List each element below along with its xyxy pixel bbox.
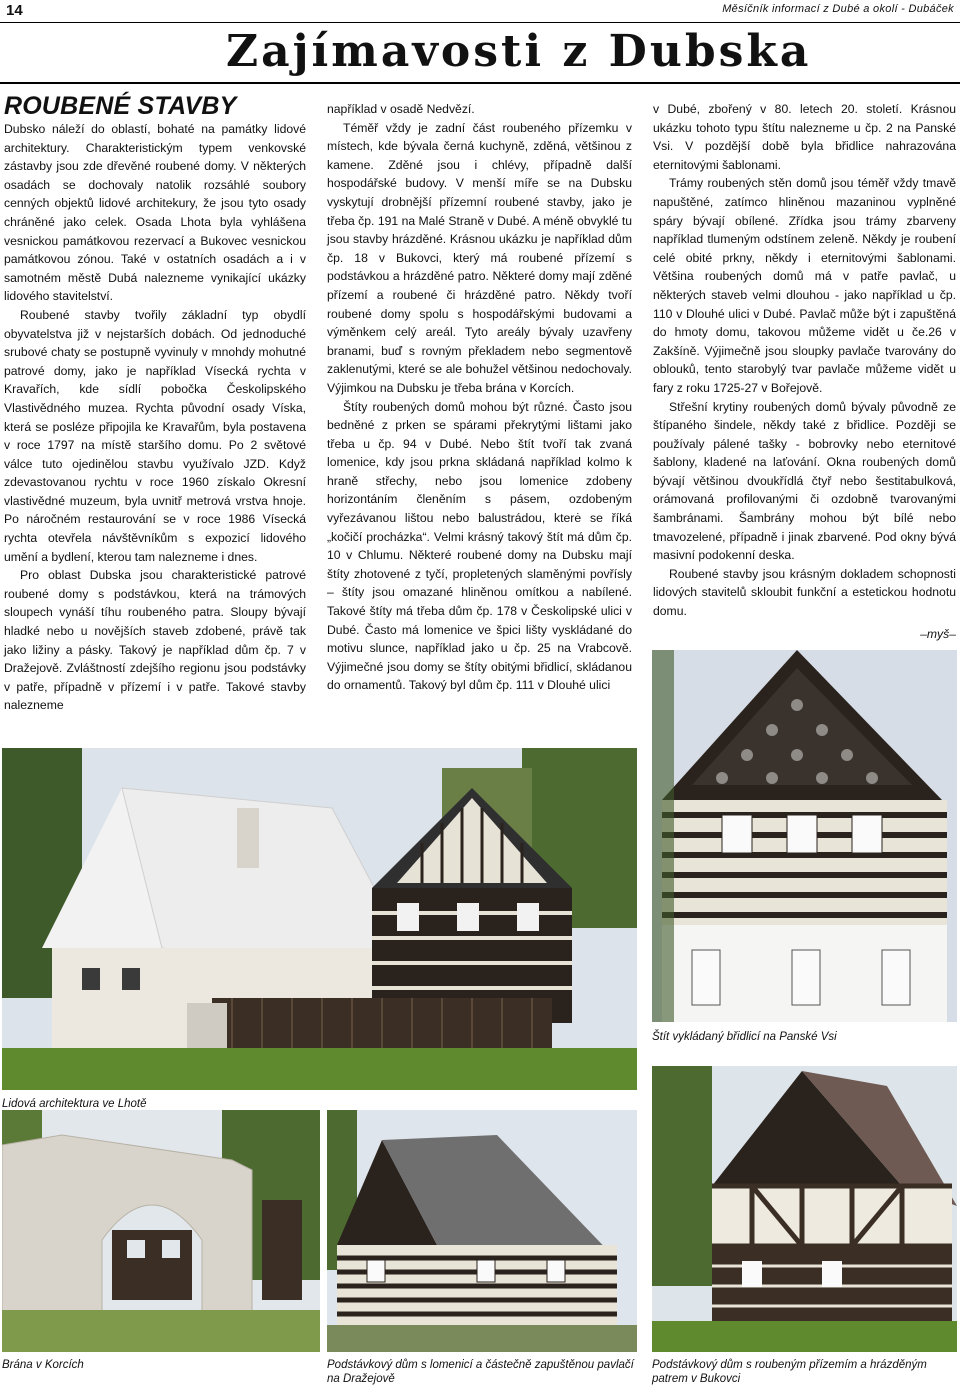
paragraph: Roubené stavby jsou krásným dokladem schopnosti lidových stavitelů skloubit funkční a estetickou hodnotu domu.: [653, 566, 956, 619]
paragraph: Střešní krytiny roubených domů bývaly původně ze štípaného šindele, někdy také z břidlice. Později se používaly pálené tašky - bobrovky nebo eternitové šablony, kladené na laťování. Okna roubených domů bývají většinou dvoukřídlá čtyř nebo šestitabulková, orámovaná profilovanými či ozdobně tvarovanými šambránami. Šambrány mohou být bílé nebo tmavozelené, případně i jinak zbarvené. Pod okny bývá masivní podokenní deska.: [653, 399, 956, 563]
paragraph: Téměř vždy je zadní část roubeného přízemku v místech, kde bývala černá kuchyně, zděná, většinou z kamene. Zděné jsou i chlévy, případně další hospodářské budovy. V menší míře se na Dubsku vyskytují drobnější přízemní roubené stavby, jako je třeba čp. 191 na Malé Straně v Dubé. A méně obvyklé tu jsou stavby hrázděné. Krásnou ukázku je například dům čp. 18 v Bukovci, který má roubené přízemí s podstávkou a hrázděné patro. Některé domy mají zděné přízemí a roubené či hrázděné patro. Někdy tvoří roubené domy spolu s hospodářskými budovami a výměnkem celý areál. Tyto areály bývaly uzavřeny branami, buď s rovným překladem nebo segmentově zaklenutými, které se ale bohužel většinou nedochovaly. Výjimkou na Dubsku je třeba brána v Korcích.: [327, 120, 632, 395]
paragraph: v Dubé, zbořený v 80. letech 20. století. Krásnou ukázku tohoto typu štítu nalezneme u čp. 2 na Panské Vsi. V pozdější době byla břidlice nahrazována eternitovými šablonami.: [653, 102, 956, 172]
section-heading: ROUBENÉ STAVBY: [4, 92, 237, 120]
photo-drazejov: [327, 1110, 637, 1352]
page-title: Zajímavosti z Dubska: [226, 26, 812, 77]
paragraph: Pro oblast Dubska jsou charakteristické patrové roubené domy s podstávkou, která na trámových sloupech vynáší tíhu roubeného patra. Sloupy bývají hladké nebo u novějších staveb zdobené, právě tak jako ližiny a pásky. Takový je například dům čp. 7 v Dražejově. Zvláštností zdejšího regionu jsou podstávky v patře, případně v přízemí i v patře. Takové stavby nalezneme: [4, 568, 306, 713]
caption-korce: Brána v Korcích: [2, 1359, 84, 1371]
paragraph: Dubsko náleží do oblastí, bohaté na památky lidové architektury. Charakteristickým typem venkovské zástavby jsou zde dřevěné roubené domy. V některých osadách se dochovaly natolik rozsáhlé soubory cenných objektů lidové architekury, že jsou tyto osady chráněné jako celek. Osada Lhota byla vyhlášena vesnickou památkovou rezervací a Bukovec vesnickou památkovou zónou. Také v ostatních osadách a i v samotném městě Dubá nalezneme vynikající ukázky lidového stavitelství.: [4, 122, 306, 304]
paragraph: Roubené stavby tvořily základní typ obydlí obyvatelstva již v nejstarších dobách. Od jednoduché srubové chaty se postupně vyvinuly v mnohdy mohutné patrové domy, jako je například Vísecká rychta v Kravařích, kde sídlí pobočka Českolipského Vlastivědného muzea. Rychta původní osady Víska, která se posléze připojila ke Kravařům, byla postavena v roce 1797 na místě staršího domu. Po 2 světové válce tuto ojedinělou stavbu využívalo JZD. Když zdevastovanou rychtu v roce 1960 získalo Okresní vlastivědné muzeum, byla uvnitř metrová vrstva hnoje. Po náročném restaurování se v roce 1986 Vísecká rychta otevřela návštěvníkům s expozicí lidového umění a bydlení, kterou tam nalezneme i dnes.: [4, 307, 306, 564]
header-rule: [0, 22, 960, 23]
article-column-2: [327, 100, 632, 695]
paragraph: například v osadě Nedvězí.: [327, 102, 475, 116]
caption-drazejov: Podstávkový dům s lomenicí a částečně zapuštěnou pavlačí na Dražejově: [327, 1359, 634, 1385]
photo-korce: [2, 1110, 320, 1352]
photo-lhota: [2, 748, 637, 1090]
caption-bukovec: Podstávkový dům s roubeným přízemím a hrázděným patrem v Bukovci: [652, 1359, 927, 1385]
caption-panska-ves: Štít vykládaný břidlicí na Panské Vsi: [652, 1031, 837, 1043]
title-rule: [0, 82, 960, 84]
page-number: 14: [6, 2, 23, 19]
photo-bukovec: [652, 1066, 957, 1352]
author-signature: –myš–: [920, 626, 956, 641]
caption-lhota: Lidová architektura ve Lhotě: [2, 1098, 147, 1110]
publication-name: Měsíčník informací z Dubé a okolí - Dubáček: [722, 3, 954, 15]
article-column-3: [653, 100, 956, 643]
article-column-1: [4, 120, 306, 715]
photo-panska-ves: [652, 650, 957, 1022]
paragraph: Trámy roubených stěn domů jsou téměř vždy tmavě napuštěné, zatímco hliněnou mazaninou vyplněné spáry bývají obílené. Zřídka jsou trámy zbarveny například tlumeným odstínem zeleně. Někdy je roubení celé obité prkny, někdy i eternitovými šablonami. Většina roubených domů má v patře pavlač, u některých staveb velmi dlouhou - jako například u čp. 110 v Dlouhé ulici v Dubé. Pavlač může být i zapuštěná do hmoty domu, takovou můžeme vidět u če.26 v Zakšíně. Výjimečně jsou sloupky pavlače tvarovány do oblouků, tento starobylý tvar pavlače můžeme vidět u fary z roku 1725-27 v Bořejově.: [653, 176, 956, 395]
paragraph: Štíty roubených domů mohou být různé. Často jsou bedněné z prken se spárami překrytými lištami jako třeba u čp. 94 v Dubé. Nebo štít tvoří tak zvaná lomenice, kdy jsou prkna skládaná například kolmo k hraně střechy, nebo jsou lomenice zdobeny horizontáním členěním s pásem, ozdobeným vyřezávanou lištou nebo balustrádou, kterė se říká „kočičí procházka“. Velmi krásný takový štít má dům čp. 10 v Chlumu. Některé roubené domy na Dubsku mají štíty zhotovené z tyčí, propletených slaměnými povřísly – štíty jsou omazané hliněnou omítkou a nabílené. Takové štíty má třeba dům čp. 178 v Českolipské ulici v Dubé. Často má lomenice ve špici lišty vyskládané do motivu slunce, například jako u čp. 25 na Vrabcově. Výjimečné jsou domy se štíty obitými břidlicí, skládanou do ornamentů. Takový byl dům čp. 111 v Dlouhé ulici: [327, 399, 632, 693]
